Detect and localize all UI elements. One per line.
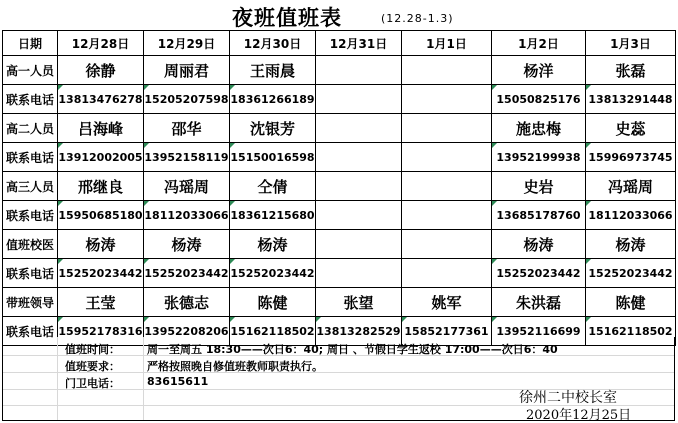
phone-number-cell: 15852177361 xyxy=(402,317,492,346)
staff-name-cell: 杨涛 xyxy=(230,230,316,259)
phone-number-cell xyxy=(316,259,402,288)
duty-table xyxy=(2,30,676,346)
phone-number-cell: 13952158119 xyxy=(144,143,230,172)
duty-requirement-label: 值班要求： xyxy=(65,360,120,373)
issuer-office: 徐州二中校长室 xyxy=(519,390,617,406)
staff-name-cell: 史蕊 xyxy=(586,114,676,143)
phone-number-cell: 15162118502 xyxy=(230,317,316,346)
day-header: 1月2日 xyxy=(492,31,586,56)
phone-number-cell: 13912002005 xyxy=(58,143,144,172)
phone-number-cell: 15950685180 xyxy=(58,201,144,230)
staff-name-cell: 张望 xyxy=(316,288,402,317)
staff-name-cell: 朱洪磊 xyxy=(492,288,586,317)
guard-phone-label: 门卫电话： xyxy=(65,377,120,390)
staff-name-cell: 陈健 xyxy=(586,288,676,317)
day-header: 1月3日 xyxy=(586,31,676,56)
staff-row xyxy=(3,230,676,259)
phone-number-cell: 18361266189 xyxy=(230,85,316,114)
phone-number-cell: 13952208206 xyxy=(144,317,230,346)
staff-name-cell xyxy=(402,114,492,143)
phone-number-cell xyxy=(316,143,402,172)
staff-name-cell xyxy=(402,56,492,85)
phone-number-cell: 15150016598 xyxy=(230,143,316,172)
staff-name-cell: 姚军 xyxy=(402,288,492,317)
day-header: 12月31日 xyxy=(316,31,402,56)
phone-row xyxy=(3,259,676,288)
staff-name-cell: 张磊 xyxy=(586,56,676,85)
row-label: 联系电话 xyxy=(3,317,58,346)
phone-number-cell: 18112033066 xyxy=(144,201,230,230)
staff-name-cell: 杨涛 xyxy=(58,230,144,259)
header-label: 日期 xyxy=(3,31,58,56)
phone-row xyxy=(3,85,676,114)
staff-name-cell: 沈银芳 xyxy=(230,114,316,143)
row-label: 联系电话 xyxy=(3,259,58,288)
staff-name-cell xyxy=(316,230,402,259)
phone-row xyxy=(3,143,676,172)
row-label: 联系电话 xyxy=(3,143,58,172)
staff-name-cell: 杨涛 xyxy=(586,230,676,259)
title-row xyxy=(0,0,678,30)
phone-number-cell xyxy=(402,259,492,288)
issue-date: 2020年12月25日 xyxy=(526,408,632,423)
notes-frame-left xyxy=(2,337,3,420)
duty-requirement-value: 严格按照晚自修值班教师职责执行。 xyxy=(147,360,323,373)
phone-number-cell: 13952116699 xyxy=(492,317,586,346)
staff-name-cell: 施忠梅 xyxy=(492,114,586,143)
phone-number-cell: 18361215680 xyxy=(230,201,316,230)
phone-number-cell xyxy=(316,85,402,114)
staff-name-cell: 仝倩 xyxy=(230,172,316,201)
row-label: 带班领导 xyxy=(3,288,58,317)
staff-name-cell: 冯瑶周 xyxy=(144,172,230,201)
phone-number-cell: 15252023442 xyxy=(586,259,676,288)
row-label: 高一人员 xyxy=(3,56,58,85)
staff-name-cell: 周丽君 xyxy=(144,56,230,85)
phone-number-cell: 15050825176 xyxy=(492,85,586,114)
phone-number-cell: 18112033066 xyxy=(586,201,676,230)
faint-gridline xyxy=(143,337,144,420)
phone-number-cell xyxy=(316,201,402,230)
phone-number-cell: 13952199938 xyxy=(492,143,586,172)
duty-time-label: 值班时间： xyxy=(65,343,120,356)
day-header: 12月28日 xyxy=(58,31,144,56)
staff-name-cell: 吕海峰 xyxy=(58,114,144,143)
row-label: 联系电话 xyxy=(3,201,58,230)
row-label: 高二人员 xyxy=(3,114,58,143)
staff-name-cell: 邢继良 xyxy=(58,172,144,201)
staff-row xyxy=(3,288,676,317)
staff-row xyxy=(3,172,676,201)
phone-number-cell: 13685178760 xyxy=(492,201,586,230)
phone-number-cell: 15252023442 xyxy=(492,259,586,288)
staff-name-cell: 王莹 xyxy=(58,288,144,317)
faint-gridline xyxy=(57,337,58,420)
staff-row xyxy=(3,56,676,85)
duty-time-value: 周一至周五 18:30——次日6：40; 周日 、节假日学生返校 17:00——次日6：40 xyxy=(147,343,558,356)
staff-name-cell: 邵华 xyxy=(144,114,230,143)
notes-frame-right xyxy=(674,337,675,420)
phone-number-cell xyxy=(402,201,492,230)
staff-name-cell xyxy=(316,172,402,201)
staff-name-cell: 杨洋 xyxy=(492,56,586,85)
row-label: 高三人员 xyxy=(3,172,58,201)
phone-number-cell: 15162118502 xyxy=(586,317,676,346)
phone-number-cell xyxy=(402,143,492,172)
phone-number-cell xyxy=(402,85,492,114)
staff-name-cell xyxy=(402,230,492,259)
phone-row xyxy=(3,201,676,230)
staff-name-cell: 徐静 xyxy=(58,56,144,85)
phone-number-cell: 15205207598 xyxy=(144,85,230,114)
staff-name-cell: 冯瑶周 xyxy=(586,172,676,201)
staff-name-cell: 王雨晨 xyxy=(230,56,316,85)
staff-name-cell: 史岩 xyxy=(492,172,586,201)
day-header: 12月30日 xyxy=(230,31,316,56)
staff-name-cell xyxy=(316,56,402,85)
staff-name-cell: 陈健 xyxy=(230,288,316,317)
phone-number-cell: 15252023442 xyxy=(144,259,230,288)
phone-number-cell: 15252023442 xyxy=(58,259,144,288)
staff-name-cell xyxy=(316,114,402,143)
phone-number-cell: 13813476278 xyxy=(58,85,144,114)
phone-number-cell: 15952178316 xyxy=(58,317,144,346)
phone-number-cell: 15996973745 xyxy=(586,143,676,172)
phone-number-cell: 15252023442 xyxy=(230,259,316,288)
staff-name-cell: 张德志 xyxy=(144,288,230,317)
header-row xyxy=(3,31,676,56)
day-header: 12月29日 xyxy=(144,31,230,56)
phone-number-cell: 13813291448 xyxy=(586,85,676,114)
row-label: 联系电话 xyxy=(3,85,58,114)
row-label: 值班校医 xyxy=(3,230,58,259)
day-header: 1月1日 xyxy=(402,31,492,56)
phone-number-cell: 13813282529 xyxy=(316,317,402,346)
staff-row xyxy=(3,114,676,143)
staff-name-cell: 杨涛 xyxy=(492,230,586,259)
date-range: (12.28-1.3) xyxy=(381,12,454,25)
staff-name-cell xyxy=(402,172,492,201)
page-title: 夜班值班表 xyxy=(232,5,342,30)
staff-name-cell: 杨涛 xyxy=(144,230,230,259)
guard-phone-value: 83615611 xyxy=(147,375,209,388)
